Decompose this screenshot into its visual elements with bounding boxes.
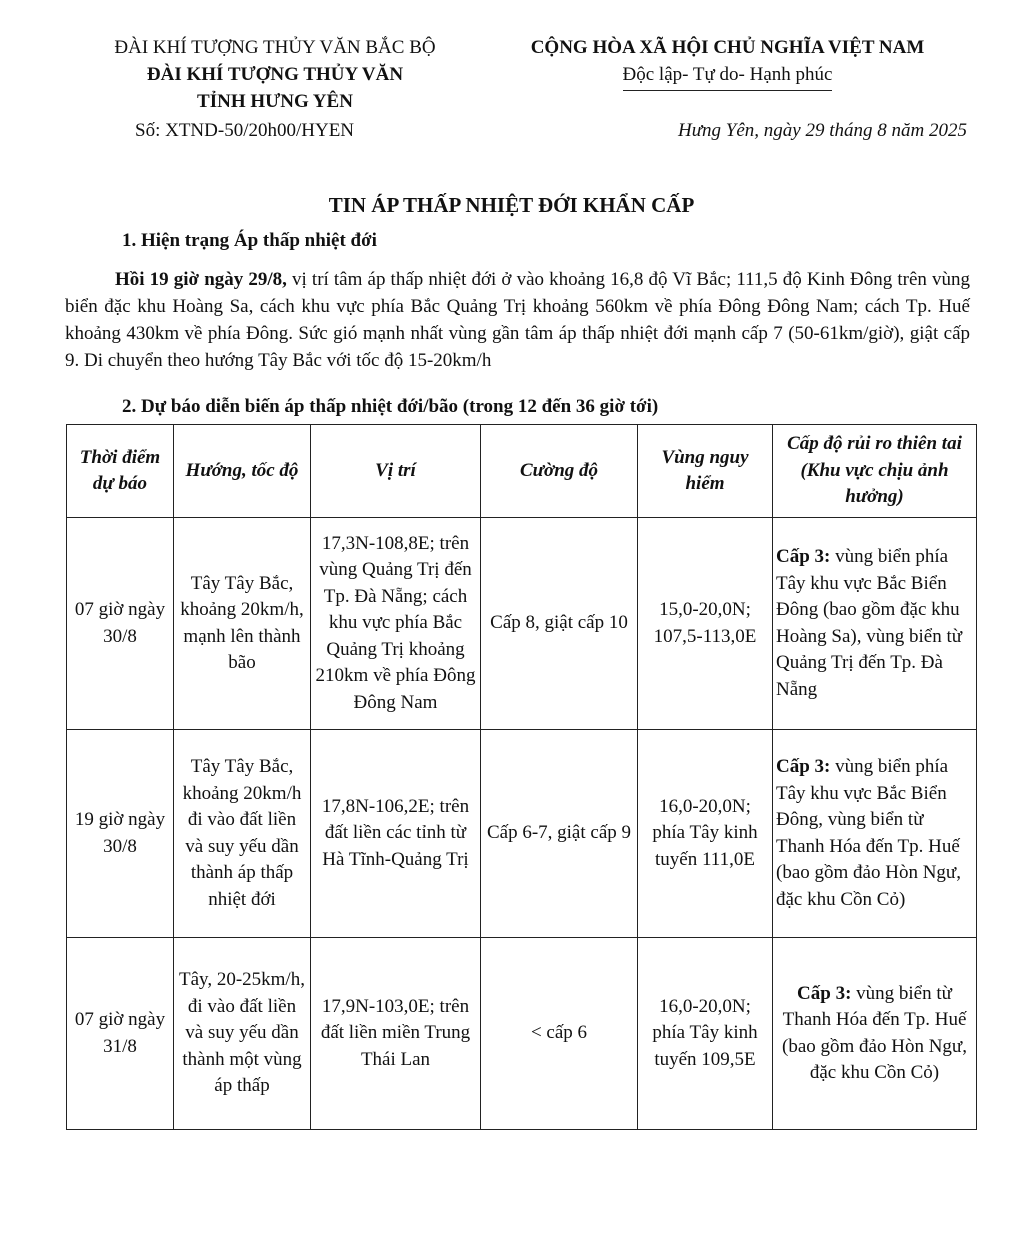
header-position: Vị trí bbox=[311, 425, 481, 518]
risk-level: Cấp 3: bbox=[776, 546, 831, 567]
cell-risk bbox=[773, 730, 977, 938]
header-risk: Cấp độ rủi ro thiên tai (Khu vực chịu ảnh hưởng) bbox=[773, 425, 977, 518]
section1-paragraph bbox=[65, 266, 970, 374]
cell-position: 17,3N-108,8E; trên vùng Quảng Trị đến Tp. Đà Nẵng; cách khu vực phía Bắc Quảng Trị khoảng 210km về phía Đông Đông Nam bbox=[311, 518, 481, 730]
table-row bbox=[67, 518, 977, 730]
header-intensity: Cường độ bbox=[481, 425, 638, 518]
document-date: Hưng Yên, ngày 29 tháng 8 năm 2025 bbox=[677, 120, 967, 141]
header-time: Thời điểm dự báo bbox=[67, 425, 174, 518]
cell-time: 07 giờ ngày 31/8 bbox=[67, 938, 174, 1130]
risk-area: vùng biển phía Tây khu vực Bắc Biển Đông (bao gồm đặc khu Hoàng Sa), vùng biển từ Quảng Trị đến Tp. Đà Nẵng bbox=[776, 546, 963, 700]
table-row bbox=[67, 938, 977, 1130]
agency-block bbox=[60, 34, 490, 115]
cell-time: 19 giờ ngày 30/8 bbox=[67, 730, 174, 938]
table-header-row bbox=[67, 425, 977, 518]
cell-intensity: Cấp 6-7, giật cấp 9 bbox=[481, 730, 638, 938]
header-danger-zone: Vùng nguy hiểm bbox=[638, 425, 773, 518]
cell-position: 17,8N-106,2E; trên đất liền các tỉnh từ Hà Tĩnh-Quảng Trị bbox=[311, 730, 481, 938]
risk-area: vùng biển từ Thanh Hóa đến Tp. Huế (bao gồm đảo Hòn Ngư, đặc khu Cồn Cỏ) bbox=[782, 982, 967, 1083]
cell-direction: Tây Tây Bắc, khoảng 20km/h, mạnh lên thành bão bbox=[174, 518, 311, 730]
forecast-table bbox=[66, 424, 977, 1130]
agency-province: TỈNH HƯNG YÊN bbox=[197, 91, 353, 112]
risk-level: Cấp 3: bbox=[797, 982, 852, 1004]
risk-area: vùng biển phía Tây khu vực Bắc Biển Đông, vùng biển từ Thanh Hóa đến Tp. Huế (bao gồm đảo Hòn Ngư, đặc khu Cồn Cỏ) bbox=[776, 756, 961, 910]
document-number: Số: XTND-50/20h00/HYEN bbox=[135, 120, 355, 141]
cell-direction: Tây, 20-25km/h, đi vào đất liền và suy yếu dần thành một vùng áp thấp bbox=[174, 938, 311, 1130]
agency-name: ĐÀI KHÍ TƯỢNG THỦY VĂN bbox=[146, 64, 404, 85]
country-name: CỘNG HÒA XÃ HỘI CHỦ NGHĨA VIỆT NAM bbox=[530, 37, 925, 58]
table-row bbox=[67, 730, 977, 938]
cell-risk bbox=[773, 518, 977, 730]
section1-body: vị trí tâm áp thấp nhiệt đới ở vào khoảng 16,8 độ Vĩ Bắc; 111,5 độ Kinh Đông trên vùng biển đặc khu Hoàng Sa, cách khu vực phía Bắc Quảng Trị khoảng 560km về phía Đông Đông Nam; cách Tp. Huế khoảng 430km về phía Đông. Sức gió mạnh nhất vùng gần tâm áp thấp nhiệt đới mạnh cấp 7 (50-61km/giờ), giật cấp 9. Di chuyển theo hướng Tây Bắc với tốc độ 15-20km/h bbox=[65, 269, 971, 371]
national-motto-block bbox=[490, 34, 965, 91]
cell-direction: Tây Tây Bắc, khoảng 20km/h đi vào đất liền và suy yếu dần thành áp thấp nhiệt đới bbox=[174, 730, 311, 938]
motto: Độc lập- Tự do- Hạnh phúc bbox=[623, 61, 833, 91]
cell-intensity: < cấp 6 bbox=[481, 938, 638, 1130]
agency-parent: ĐÀI KHÍ TƯỢNG THỦY VĂN BẮC BỘ bbox=[114, 37, 436, 58]
risk-level: Cấp 3: bbox=[776, 756, 831, 777]
cell-danger-zone: 16,0-20,0N; phía Tây kinh tuyến 109,5E bbox=[638, 938, 773, 1130]
section2-heading: 2. Dự báo diễn biến áp thấp nhiệt đới/bão (trong 12 đến 36 giờ tới) bbox=[122, 396, 659, 417]
cell-risk bbox=[773, 938, 977, 1130]
cell-time: 07 giờ ngày 30/8 bbox=[67, 518, 174, 730]
header-direction: Hướng, tốc độ bbox=[174, 425, 311, 518]
cell-intensity: Cấp 8, giật cấp 10 bbox=[481, 518, 638, 730]
document-title: TIN ÁP THẤP NHIỆT ĐỚI KHẨN CẤP bbox=[328, 193, 695, 217]
cell-position: 17,9N-103,0E; trên đất liền miền Trung Thái Lan bbox=[311, 938, 481, 1130]
section1-lead: Hồi 19 giờ ngày 29/8, bbox=[115, 269, 287, 290]
section1-heading: 1. Hiện trạng Áp thấp nhiệt đới bbox=[122, 230, 377, 251]
cell-danger-zone: 15,0-20,0N; 107,5-113,0E bbox=[638, 518, 773, 730]
cell-danger-zone: 16,0-20,0N; phía Tây kinh tuyến 111,0E bbox=[638, 730, 773, 938]
